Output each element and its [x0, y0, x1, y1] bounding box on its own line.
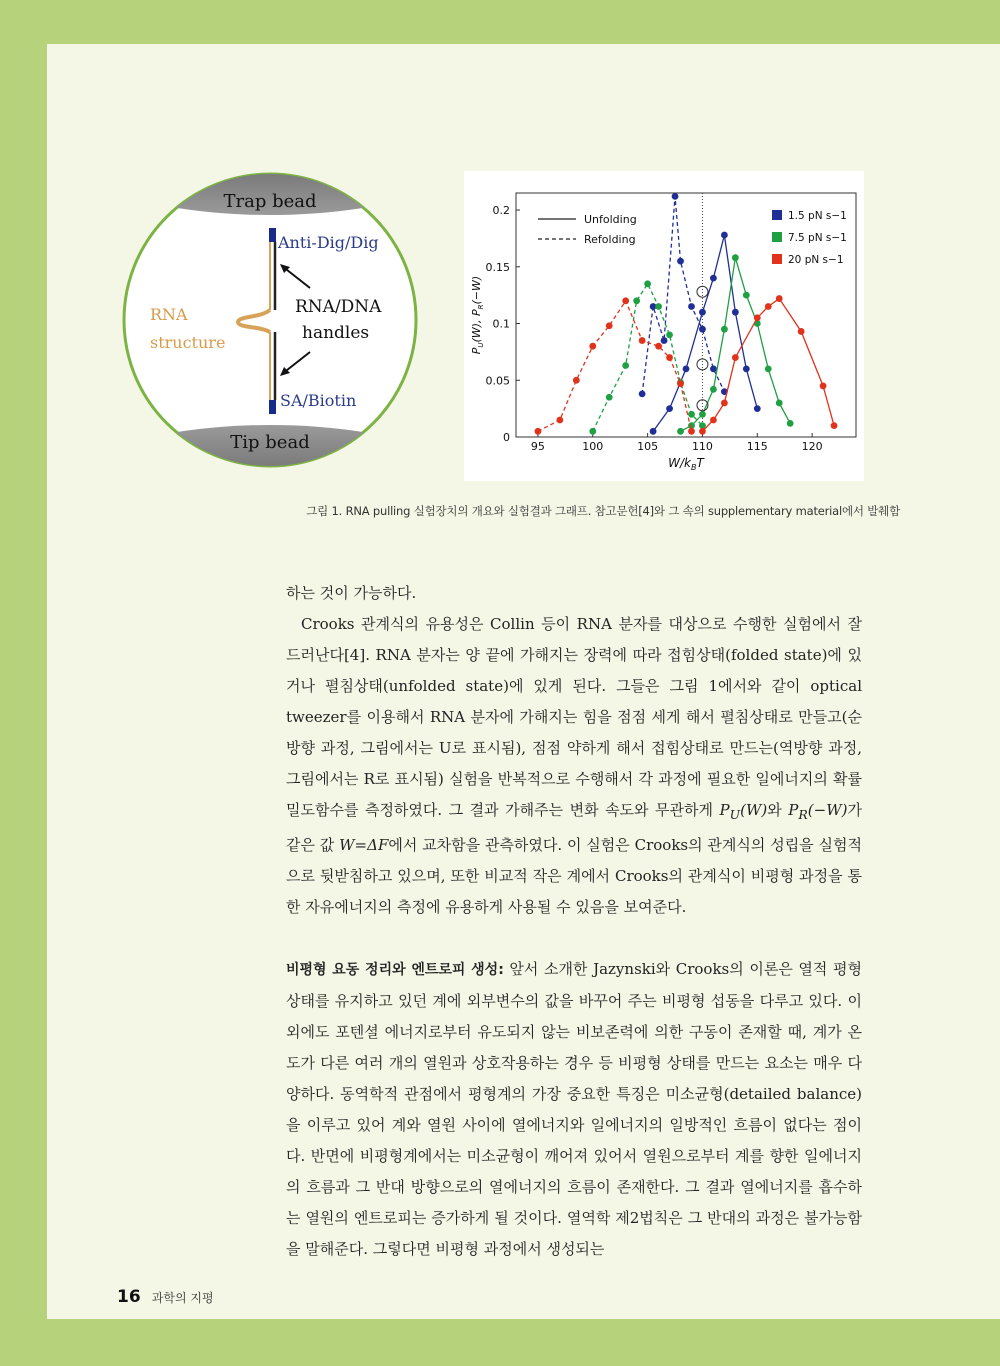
data-point	[622, 297, 629, 304]
data-point	[710, 417, 717, 424]
legend-style-label: Unfolding	[584, 213, 637, 226]
data-point	[683, 366, 690, 373]
data-point	[820, 383, 827, 390]
data-point	[644, 280, 651, 287]
article-body	[286, 578, 862, 1265]
data-point	[710, 275, 717, 282]
data-point	[556, 417, 563, 424]
data-point	[710, 366, 717, 373]
data-point	[655, 303, 662, 310]
data-point	[666, 331, 673, 338]
data-point	[661, 337, 668, 344]
data-point	[699, 411, 706, 418]
data-point	[798, 328, 805, 335]
rna-pulling-diagram	[120, 170, 420, 470]
data-point	[688, 428, 695, 435]
x-tick-label: 110	[691, 440, 713, 453]
data-point	[666, 405, 673, 412]
handles-label-1: RNA/DNA	[295, 297, 382, 317]
legend-swatch	[772, 232, 782, 242]
legend-rate-label: 20 pN s−1	[788, 254, 844, 266]
data-point	[589, 343, 596, 350]
y-tick-label: 0.2	[492, 204, 510, 218]
legend-swatch	[772, 254, 782, 264]
data-point	[732, 354, 739, 361]
x-axis-label: $W/k_BT$	[668, 456, 704, 472]
data-point	[721, 232, 728, 239]
legend-style-label: Refolding	[584, 233, 636, 246]
x-tick-label: 100	[582, 440, 604, 453]
data-point	[633, 297, 640, 304]
data-point	[710, 386, 717, 393]
data-point	[655, 343, 662, 350]
data-point	[732, 254, 739, 261]
y-axis-label: $P_U(W)$, $P_R(-W)$	[470, 275, 485, 355]
y-tick-label: 0.15	[485, 260, 510, 274]
x-tick-label: 105	[637, 440, 659, 453]
data-point	[776, 400, 783, 407]
data-point	[672, 193, 679, 200]
data-point	[650, 428, 657, 435]
trap-bead-label: Trap bead	[223, 191, 317, 212]
wa-text: 와	[767, 801, 782, 819]
data-point	[688, 303, 695, 310]
legend-swatch	[772, 210, 782, 220]
x-tick-label: 95	[530, 440, 545, 453]
data-point	[776, 295, 783, 302]
data-point	[831, 422, 838, 429]
paragraph-gap	[286, 923, 862, 954]
sa-biotin-label: SA/Biotin	[280, 391, 357, 410]
paragraph-entropy	[286, 954, 862, 1265]
paragraph-crooks	[286, 609, 862, 923]
y-tick-label: 0.05	[485, 374, 510, 388]
data-point	[699, 309, 706, 316]
data-point	[721, 400, 728, 407]
page-number: 16	[117, 1287, 141, 1307]
figure-caption: 그림 1. RNA pulling 실험장치의 개요와 실험결과 그래프. 참고문헌[4]와 그 속의 supplementary material에서 발췌함	[306, 504, 900, 518]
paragraph-continuation: 하는 것이 가능하다.	[286, 584, 417, 602]
work-distribution-chart	[464, 171, 864, 481]
data-point	[666, 354, 673, 361]
data-point	[743, 366, 750, 373]
data-point	[743, 292, 750, 299]
x-tick-label: 120	[801, 440, 823, 453]
data-point	[699, 428, 706, 435]
section-heading: 비평형 요동 정리와 엔트로피 생성:	[286, 962, 504, 978]
data-point	[606, 322, 613, 329]
equation: W=ΔF	[339, 836, 389, 854]
data-point	[721, 326, 728, 333]
crooks-text-a: Crooks 관계식의 유용성은 Collin 등이 RNA 분자를 대상으로 수행한 실험에서 잘 드러난다[4]. RNA 분자는 양 끝에 가해지는 장력에 따라 접힘상태(folded state)에 있거나 펼침상태(unfolded state)에 있게 된다. 그들은 그림 1에서와 같이 optical tweezer를 이용해서 RNA 분자에 가해지는 힘을 점점 세게 해서 펼침상태로 만들고(순방향 과정, 그림에서는 U로 표시됨), 점점 약하게 해서 접힘상태로 만드는(역방향 과정, 그림에서는 R로 표시됨) 실험을 반복적으로 수행해서 각 과정에 필요한 일에너지의 확률밀도함수를 측정하였다. 그 결과 가해주는 변화 속도와 무관하게	[286, 615, 862, 819]
biotin-anchor	[269, 400, 276, 414]
data-point	[732, 309, 739, 316]
data-point	[699, 326, 706, 333]
data-point	[754, 405, 761, 412]
rna-label-1: RNA	[150, 305, 188, 324]
page-footer	[117, 1287, 214, 1307]
tip-bead-label: Tip bead	[230, 432, 310, 453]
crooks-text-c: 에서 교차함을 관측하였다. 이 실험은 Crooks의 관계식의 성립을 실험적으로 뒷받침하고 있으며, 또한 비교적 작은 계에서 Crooks의 관계식이 비평형 과정을 통한 자유에너지의 측정에 유용하게 사용될 수 있음을 보여준다.	[286, 836, 862, 916]
dig-anchor	[269, 228, 276, 242]
pr-symbol: $P_R(-W)$	[788, 801, 848, 822]
handles-label-2: handles	[302, 323, 370, 343]
pu-symbol: $P_U(W)$	[719, 801, 768, 822]
data-point	[535, 428, 542, 435]
data-point	[765, 366, 772, 373]
anti-dig-label: Anti-Dig/Dig	[278, 233, 379, 252]
data-point	[639, 390, 646, 397]
data-point	[606, 394, 613, 401]
data-point	[639, 337, 646, 344]
data-point	[677, 428, 684, 435]
data-point	[589, 428, 596, 435]
legend-rate-label: 7.5 pN s−1	[788, 232, 847, 244]
entropy-text: 앞서 소개한 Jazynski와 Crooks의 이론은 열적 평형상태를 유지하고 있던 계에 외부변수의 값을 바꾸어 주는 비평형 섭동을 다루고 있다. 이외에도 포텐셜 에너지로부터 유도되지 않는 비보존력에 의한 구동이 존재할 때, 계가 온도가 다른 여러 개의 열원과 상호작용하는 경우 등 비평형 상태를 만드는 요소는 매우 다양하다. 동역학적 관점에서 평형계의 가장 중요한 특징은 미소균형(detailed balance)을 이루고 있어 계와 열원 사이에 열에너지와 일에너지의 일방적인 흐름이 없다는 점이다. 반면에 비평형계에서는 미소균형이 깨어져 있어서 열원으로부터 계를 향한 일에너지의 흐름과 그 반대 방향으로의 열에너지의 흐름이 존재한다. 그 결과 열에너지를 흡수하는 열원의 엔트로피는 증가하게 될 것이다. 열역학 제2법칙은 그 반대의 과정은 불가능함을 말해준다. 그렇다면 비평형 과정에서 생성되는	[286, 960, 862, 1258]
data-point	[787, 420, 794, 427]
legend-rate-label: 1.5 pN s−1	[788, 210, 847, 222]
data-point	[573, 377, 580, 384]
data-point	[754, 314, 761, 321]
x-tick-label: 115	[746, 440, 768, 453]
rna-label-2: structure	[150, 333, 226, 352]
data-point	[765, 303, 772, 310]
data-point	[677, 380, 684, 387]
y-tick-label: 0.1	[492, 317, 510, 331]
data-point	[622, 362, 629, 369]
crooks-text-b: 가 같은 값	[286, 801, 862, 854]
magazine-title: 과학의 지평	[151, 1291, 214, 1305]
data-point	[677, 258, 684, 265]
data-point	[688, 411, 695, 418]
y-tick-label: 0	[503, 431, 510, 444]
